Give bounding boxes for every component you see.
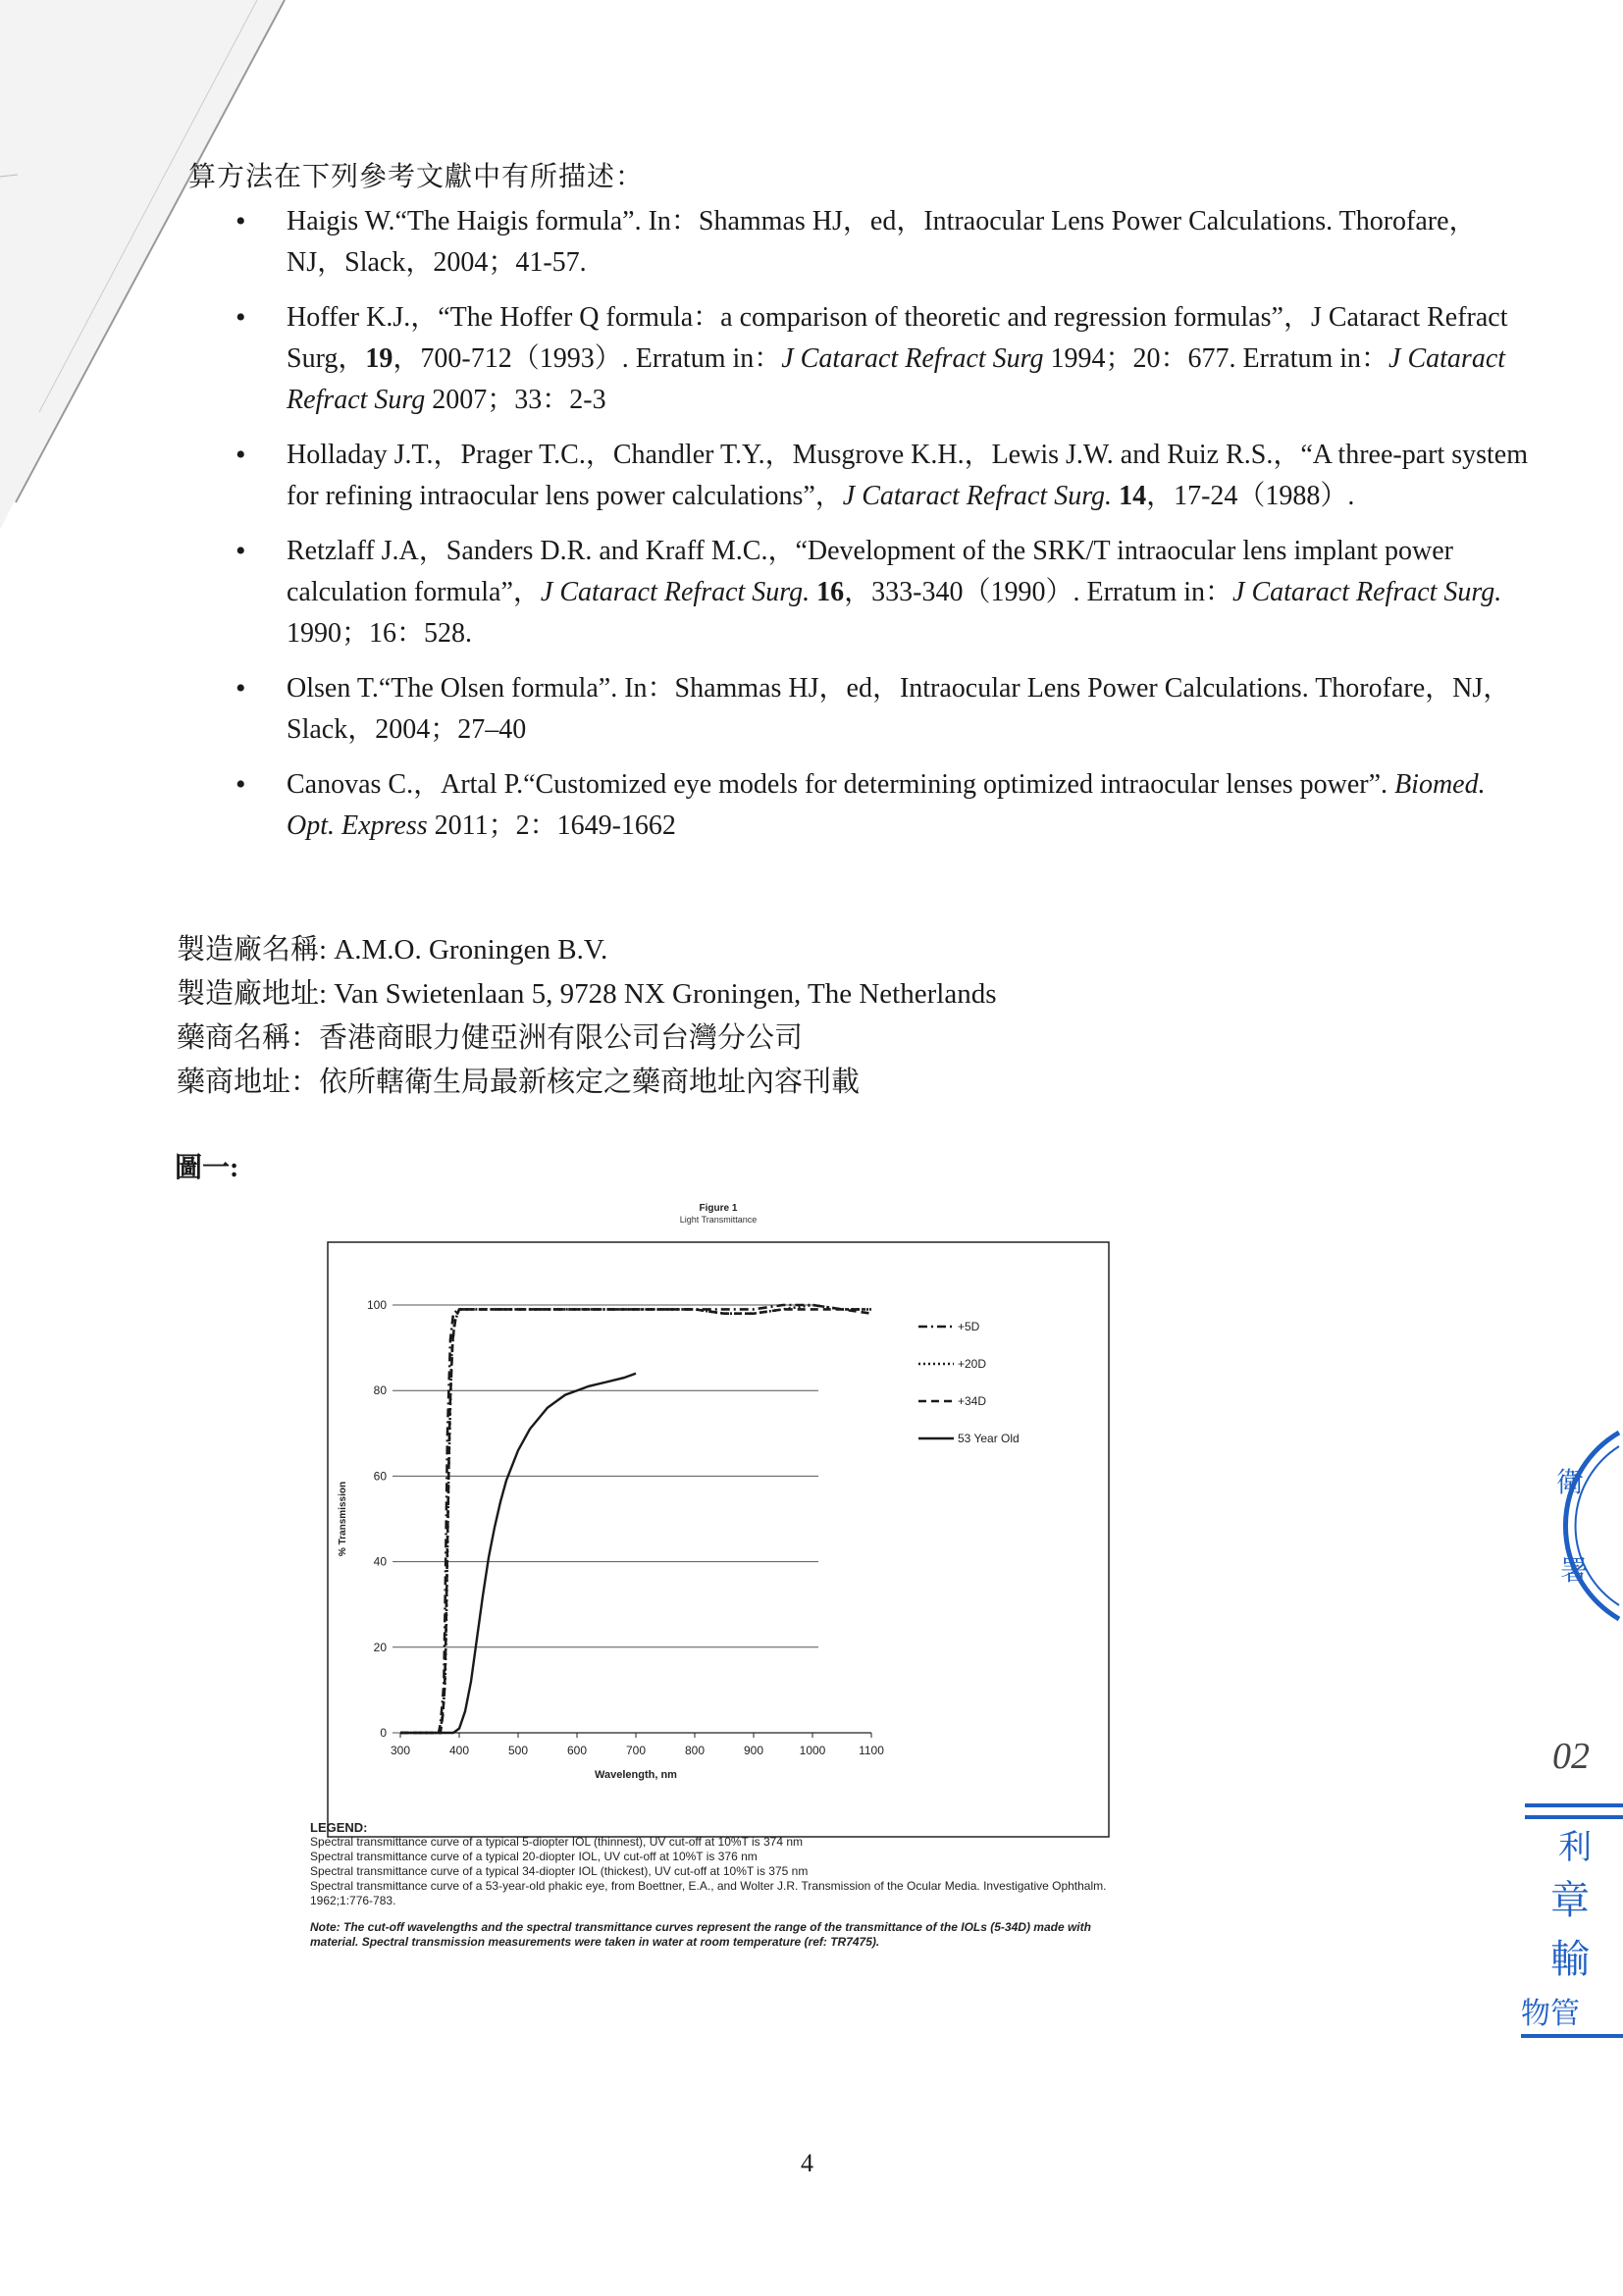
reference-item: • Holladay J.T.，Prager T.C.，Chandler T.Y.，Musgrove K.H.，Lewis J.W. and Ruiz R.S.，“A three-part system for refining intraocular lens power calculations”，J Cataract Refract Surg. 14，17-24（1988）. [236,435,1531,517]
y-tick-label: 100 [366,1298,387,1312]
seal-char: 物管 [1521,1997,1580,2031]
seal-char: 章 [1550,1878,1590,1923]
manufacturer-address: 製造廠地址: Van Swietenlaan 5, 9728 NX Groningen, The Netherlands [177,978,997,1010]
legend-heading: LEGEND: [310,1820,368,1835]
legend-label: 53 Year Old [958,1432,1020,1445]
x-tick-label: 400 [448,1744,470,1757]
y-axis-label: % Transmission [338,1481,348,1557]
transmittance-figure [310,1197,1115,1845]
legend-line: Spectral transmittance curve of a typical 34-diopter IOL (thickest), UV cut-off at 10%T is 375 nm [310,1864,809,1878]
series-line-3 [400,1309,871,1733]
legend-line: Spectral transmittance curve of a typical 5-diopter IOL (thinnest), UV cut-off at 10%T is 374 nm [310,1835,804,1849]
transmittance-chart [310,1197,1115,1845]
seal-char: 署 [1560,1554,1589,1587]
legend-line: Spectral transmittance curve of a 53-year-old phakic eye, from Boettner, E.A., and Wolter J.R. Transmission of the Ocular Media. Investigative Ophthalm. 1962;1:776-783. [310,1879,1107,1907]
seal-char: 輸 [1550,1937,1590,1982]
x-tick-label: 600 [566,1744,588,1757]
x-tick-label: 900 [743,1744,764,1757]
series-line-4 [400,1374,636,1733]
x-tick-label: 1000 [799,1744,826,1757]
seal-char: 衛 [1556,1466,1585,1498]
y-tick-label: 0 [380,1726,387,1740]
reference-item: • Canovas C.，Artal P.“Customized eye models for determining optimized intraocular lenses power”. Biomed. Opt. Express 2011；2：1649-1662 [236,764,1531,847]
chart-title: Figure 1 [699,1203,738,1214]
reference-item: • Hoffer K.J.，“The Hoffer Q formula：a comparison of theoretic and regression formulas”，J Cataract Refract Surg，19，700-712（1993）. Erratum in：J Cataract Refract Surg 1994；20：677. Erratum in：J Cataract Refract Surg 2007；33：2-3 [236,297,1531,421]
reference-item: • Retzlaff J.A，Sanders D.R. and Kraff M.C.，“Development of the SRK/T intraocular lens implant power calculation formula”，J Cataract Refract Surg. 16，333-340（1990）. Erratum in：J Cataract Refract Surg. 1990；16：528. [236,531,1531,654]
x-tick-label: 700 [625,1744,647,1757]
legend-block [310,1820,1115,1950]
manufacturer-info [177,928,996,1105]
agent-name: 藥商名稱：香港商眼力健亞洲有限公司台灣分公司 [177,1022,804,1054]
reference-list [236,201,1531,861]
y-tick-label: 80 [373,1383,387,1398]
agent-address: 藥商地址：依所轄衛生局最新核定之藥商地址內容刊載 [177,1067,861,1098]
y-tick-label: 40 [373,1554,387,1569]
y-tick-label: 60 [373,1469,387,1484]
x-tick-label: 500 [507,1744,529,1757]
figure-label: 圖一: [175,1153,239,1183]
x-tick-label: 300 [390,1744,411,1757]
legend-label: +5D [958,1320,980,1333]
legend-note: Note: The cut-off wavelengths and the spectral transmittance curves represent the range of the transmittance of the IOLs (5-34D) made with material. Spectral transmission measurements were taken in water at room temperature (ref: TR7475). [310,1920,1091,1949]
reference-item: • Haigis W.“The Haigis formula”. In：Shammas HJ，ed，Intraocular Lens Power Calculations. Thorofare，NJ，Slack，2004；41-57. [236,201,1531,284]
legend-label: +34D [958,1394,987,1408]
x-tick-label: 1100 [859,1744,884,1757]
series-line-1 [400,1305,871,1733]
intro-line: 算方法在下列參考文獻中有所描述： [188,162,645,192]
legend-label: +20D [958,1357,987,1371]
stamp-number: 02 [1552,1736,1590,1777]
reference-item: • Olsen T.“The Olsen formula”. In：Shammas HJ，ed，Intraocular Lens Power Calculations. Thorofare，NJ，Slack，2004；27–40 [236,668,1531,751]
official-seal-top [1531,1413,1623,1639]
y-tick-label: 20 [373,1640,387,1654]
official-seal-bottom [1511,1796,1623,2051]
legend-line: Spectral transmittance curve of a typical 20-diopter IOL, UV cut-off at 10%T is 376 nm [310,1850,758,1863]
x-tick-label: 800 [684,1744,706,1757]
x-axis-label: Wavelength, nm [595,1769,677,1781]
seal-char: 利 [1558,1828,1592,1867]
page-number: 4 [801,2149,813,2177]
manufacturer-name: 製造廠名稱: A.M.O. Groningen B.V. [177,934,608,965]
chart-subtitle: Light Transmittance [679,1215,758,1225]
series-line-2 [400,1305,871,1733]
